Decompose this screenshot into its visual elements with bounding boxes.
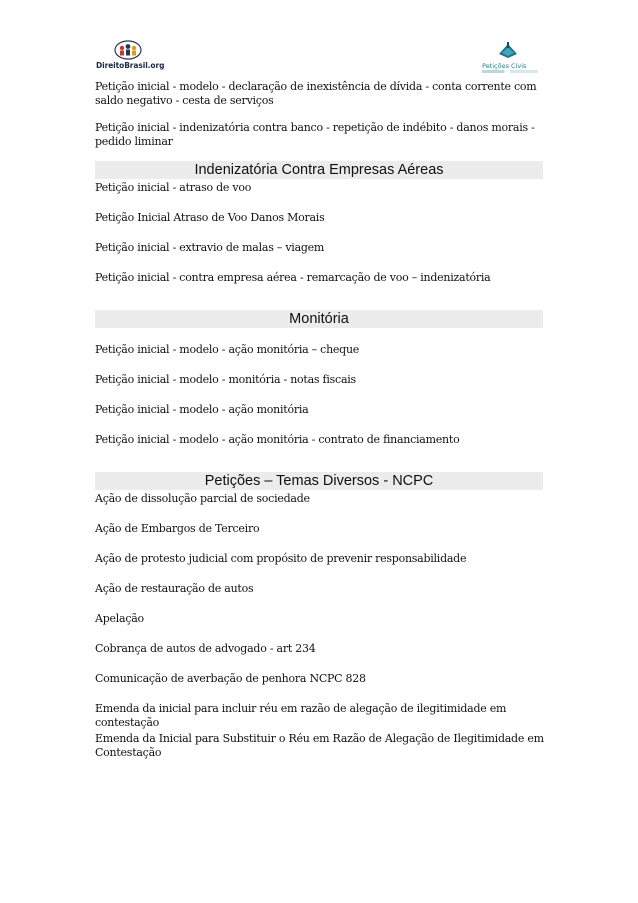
section-header-ncpc — [95, 472, 543, 490]
list-item: Petição inicial - modelo - monitória - notas fiscais — [95, 373, 356, 386]
right-logo-tagline-bar — [482, 70, 538, 73]
list-item: Emenda da inicial para incluir réu em razão de alegação de ilegitimidade em contestação — [95, 702, 507, 729]
people-emblem-icon — [114, 40, 142, 60]
list-item: Petição inicial - indenizatória contra banco - repetição de indébito - danos morais - pedido liminar — [95, 121, 535, 148]
list-item: Ação de dissolução parcial de sociedade — [95, 492, 310, 505]
list-item: Petição inicial - modelo - ação monitória - contrato de financiamento — [95, 433, 460, 446]
list-item: Ação de restauração de autos — [95, 582, 254, 595]
list-item: Cobrança de autos de advogado - art 234 — [95, 642, 316, 655]
list-item: Petição inicial - modelo - ação monitória — [95, 403, 309, 416]
list-item: Petição inicial - atraso de voo — [95, 181, 252, 194]
section-header-monitoria — [95, 310, 543, 328]
list-item: Petição inicial - extravio de malas – viagem — [95, 241, 325, 254]
section-title: Petições – Temas Diversos - NCPC — [204, 473, 434, 489]
list-item: Petição inicial - modelo - declaração de inexistência de dívida - conta corrente com saldo negativo - cesta de serviços — [95, 80, 537, 107]
section-title: Monitória — [289, 311, 349, 327]
list-item: Petição Inicial Atraso de Voo Danos Morais — [95, 211, 325, 224]
list-item: Comunicação de averbação de penhora NCPC 828 — [95, 672, 366, 685]
section-title: Indenizatória Contra Empresas Aéreas — [194, 162, 444, 178]
left-logo-text: DireitoBrasil.org — [96, 61, 165, 70]
list-item: Petição inicial - modelo - ação monitória – cheque — [95, 343, 360, 356]
right-logo-text: Petições Cívis — [482, 62, 527, 70]
document-content — [95, 80, 545, 760]
list-item: Ação de protesto judicial com propósito de prevenir responsabilidade — [95, 552, 467, 565]
list-item: Ação de Embargos de Terceiro — [95, 522, 260, 535]
list-item: Apelação — [95, 612, 144, 625]
direitobrasil-logo[interactable] — [96, 40, 165, 74]
list-item: Emenda da Inicial para Substituir o Réu em Razão de Alegação de Ilegitimidade em Contestação — [95, 732, 544, 759]
section-header-aereas — [95, 161, 543, 179]
book-emblem-icon — [496, 40, 520, 60]
list-item: Petição inicial - contra empresa aérea - remarcação de voo – indenizatória — [95, 271, 491, 284]
peticoes-civis-logo[interactable] — [478, 40, 538, 74]
